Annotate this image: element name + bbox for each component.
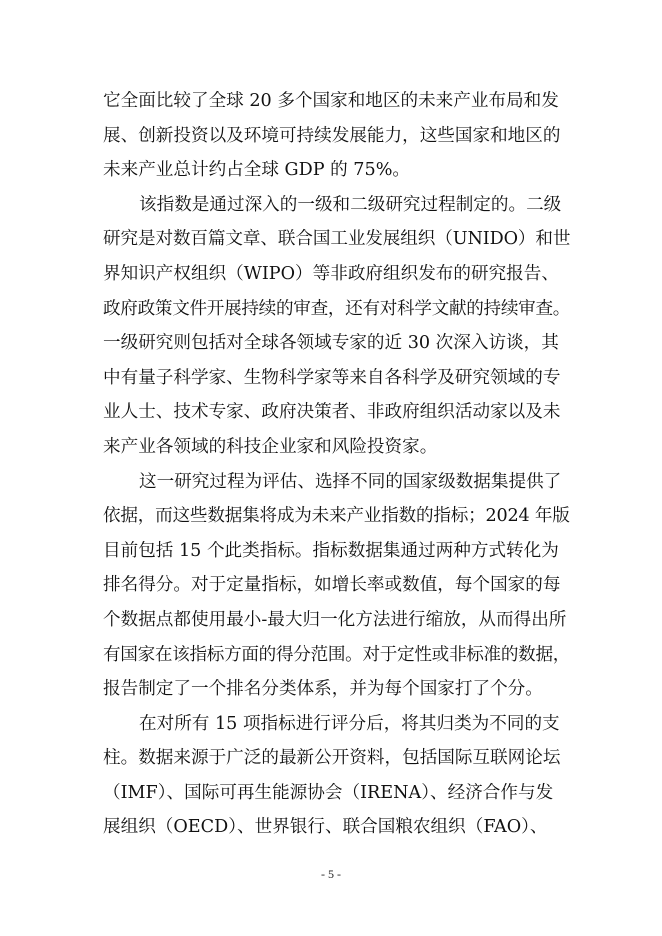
text-line: 依据，而这些数据集将成为未来产业指数的指标；2024 年版 [103, 506, 570, 527]
paragraph-1 [103, 84, 570, 188]
text-line: 一级研究则包括对全球各领域专家的近 30 次深入访谈，其 [103, 333, 559, 354]
text-line: 排名得分。对于定量指标，如增长率或数值，每个国家的每 [103, 575, 561, 596]
paragraph-2 [103, 188, 570, 465]
paragraph-4 [103, 707, 570, 845]
text-line: 报告制定了一个排名分类体系，并为每个国家打了个分。 [103, 679, 543, 700]
text-line: 在对所有 15 项指标进行评分后，将其归类为不同的支 [139, 713, 560, 734]
text-line: 柱。数据来源于广泛的最新公开资料，包括国际互联网论坛 [103, 748, 561, 769]
text-line: 展组织（OECD）、世界银行、联合国粮农组织（FAO）、 [103, 817, 548, 838]
text-line: 这一研究过程为评估、选择不同的国家级数据集提供了 [139, 471, 562, 492]
text-line: 界知识产权组织（WIPO）等非政府组织发布的研究报告、 [103, 263, 559, 284]
document-body [103, 84, 570, 845]
text-line: 业人士、技术专家、政府决策者、非政府组织活动家以及未 [103, 402, 561, 423]
text-line: 研究是对数百篇文章、联合国工业发展组织（UNIDO）和世 [103, 229, 571, 250]
text-line: 政府政策文件开展持续的审查，还有对科学文献的持续审查。 [103, 298, 571, 319]
text-line: 未来产业总计约占全球 GDP 的 75%。 [103, 160, 411, 181]
text-line: 有国家在该指标方面的得分范围。对于定性或非标准的数据， [103, 644, 571, 665]
text-line: （IMF）、国际可再生能源协会（IRENA）、经济合作与发 [103, 782, 554, 803]
paragraph-3 [103, 465, 570, 707]
text-line: 来产业各领域的科技企业家和风险投资家。 [103, 436, 438, 457]
text-line: 展、创新投资以及环境可持续发展能力，这些国家和地区的 [103, 125, 561, 146]
text-line: 中有量子科学家、生物科学家等来自各科学及研究领域的专 [103, 367, 561, 388]
text-line: 目前包括 15 个此类指标。指标数据集通过两种方式转化为 [103, 540, 559, 561]
text-line: 个数据点都使用最小-最大归一化方法进行缩放，从而得出所 [103, 609, 567, 630]
text-line: 该指数是通过深入的一级和二级研究过程制定的。二级 [139, 194, 562, 215]
text-line: 它全面比较了全球 20 多个国家和地区的未来产业布局和发 [103, 91, 559, 111]
page-number: - 5 - [321, 867, 341, 881]
